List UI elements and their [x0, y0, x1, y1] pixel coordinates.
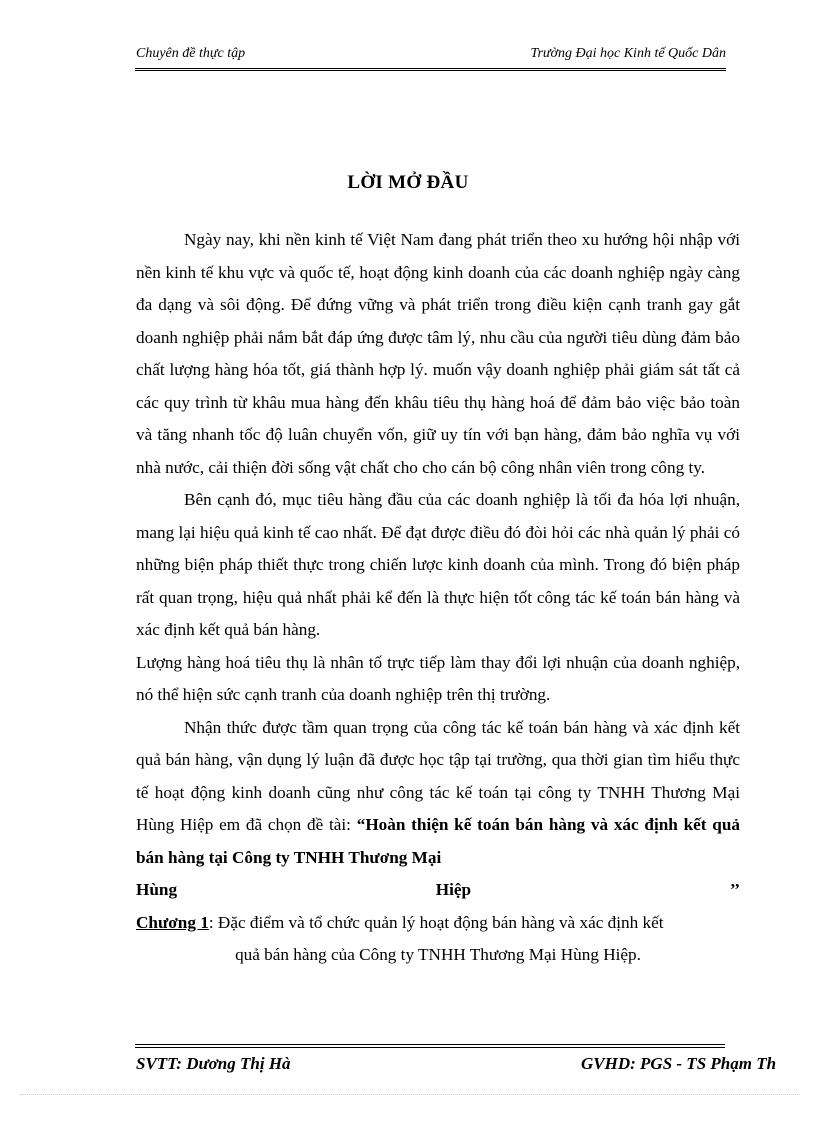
page-header — [136, 46, 726, 68]
chapter-1-label: Chương 1 — [136, 912, 209, 932]
topic-title-last-line — [136, 874, 740, 907]
footer-student: SVTT: Dương Thị Hà — [136, 1054, 291, 1073]
page-footer — [136, 1054, 816, 1078]
page-title: LỜI MỞ ĐẦU — [347, 172, 469, 193]
paragraph-3: Lượng hàng hoá tiêu thụ là nhân tố trực tiếp làm thay đổi lợi nhuận của doanh nghiệp, nó thể hiện sức cạnh tranh của doanh nghiệp trên thị trường. — [136, 652, 740, 704]
topic-title: “Hoàn thiện kế toán bán hàng và xác định kết quả bán hàng tại Công ty TNHH Thương Mại — [136, 815, 740, 867]
paragraph-4 — [136, 712, 740, 875]
chapter-1-continuation: quả bán hàng của Công ty TNHH Thương Mại Hùng Hiệp. — [235, 945, 641, 964]
paragraph-4-text: Nhận thức được tầm quan trọng của công tác kế toán bán hàng và xác định kết quả bán hàng, vận dụng lý luận đã được học tập tại trường, qua thời gian tìm hiểu thực tế hoạt động kinh doanh cũng như công tác kế toán tại công ty TNHH Thương Mại Hùng Hiệp em đã chọn đề tài: — [136, 717, 740, 834]
header-left: Chuyên đề thực tập — [136, 46, 246, 61]
page-break-line — [20, 1094, 800, 1095]
topic-close-quote: ’’ — [729, 880, 740, 899]
paragraph-1: Ngày nay, khi nền kinh tế Việt Nam đang phát triển theo xu hướng hội nhập với nền kinh tế khu vực và quốc tế, hoạt động kinh doanh của các doanh nghiệp ngày càng đa dạng và sôi động. Để đứng vững và phát triển trong điều kiện cạnh tranh gay gắt doanh nghiệp phải nắm bắt đáp ứng được tâm lý, nhu cầu của người tiêu dùng đảm bảo chất lượng hàng hóa tốt, giá thành hợp lý. muốn vậy doanh nghiệp phải giám sát tất cả các quy trình từ khâu mua hàng đến khâu tiêu thụ hàng hoá để đảm bảo việc bảo toàn và tăng nhanh tốc độ luân chuyển vốn, giữ uy tín với bạn hàng, đảm bảo nghĩa vụ với nhà nước, cải thiện đời sống vật chất cho cho cán bộ công nhân viên trong công ty. — [136, 230, 740, 477]
header-right: Trường Đại học Kinh tế Quốc Dân — [530, 46, 726, 61]
footer-rule — [135, 1044, 725, 1048]
footer-advisor: GVHD: PGS - TS Phạm Th — [581, 1054, 777, 1073]
topic-word-hung: Hùng — [136, 880, 178, 899]
document-body — [136, 224, 740, 972]
header-rule — [135, 68, 726, 71]
chapter-1-desc: : Đặc điểm và tổ chức quản lý hoạt động bán hàng và xác định kết — [208, 912, 664, 932]
paragraph-2: Bên cạnh đó, mục tiêu hàng đầu của các doanh nghiệp là tối đa hóa lợi nhuận, mang lại hiệu quả kinh tế cao nhất. Để đạt được điều đó đòi hỏi các nhà quản lý phải có những biện pháp thiết thực trong chiến lược kinh doanh của mình. Trong đó biện pháp rất quan trọng, hiệu quả nhất phải kể đến là thực hiện tốt công tác kế toán bán hàng và xác định kết quả bán hàng. — [136, 490, 740, 639]
topic-word-hiep: Hiệp — [435, 880, 472, 899]
chapter-1-line — [136, 907, 740, 940]
